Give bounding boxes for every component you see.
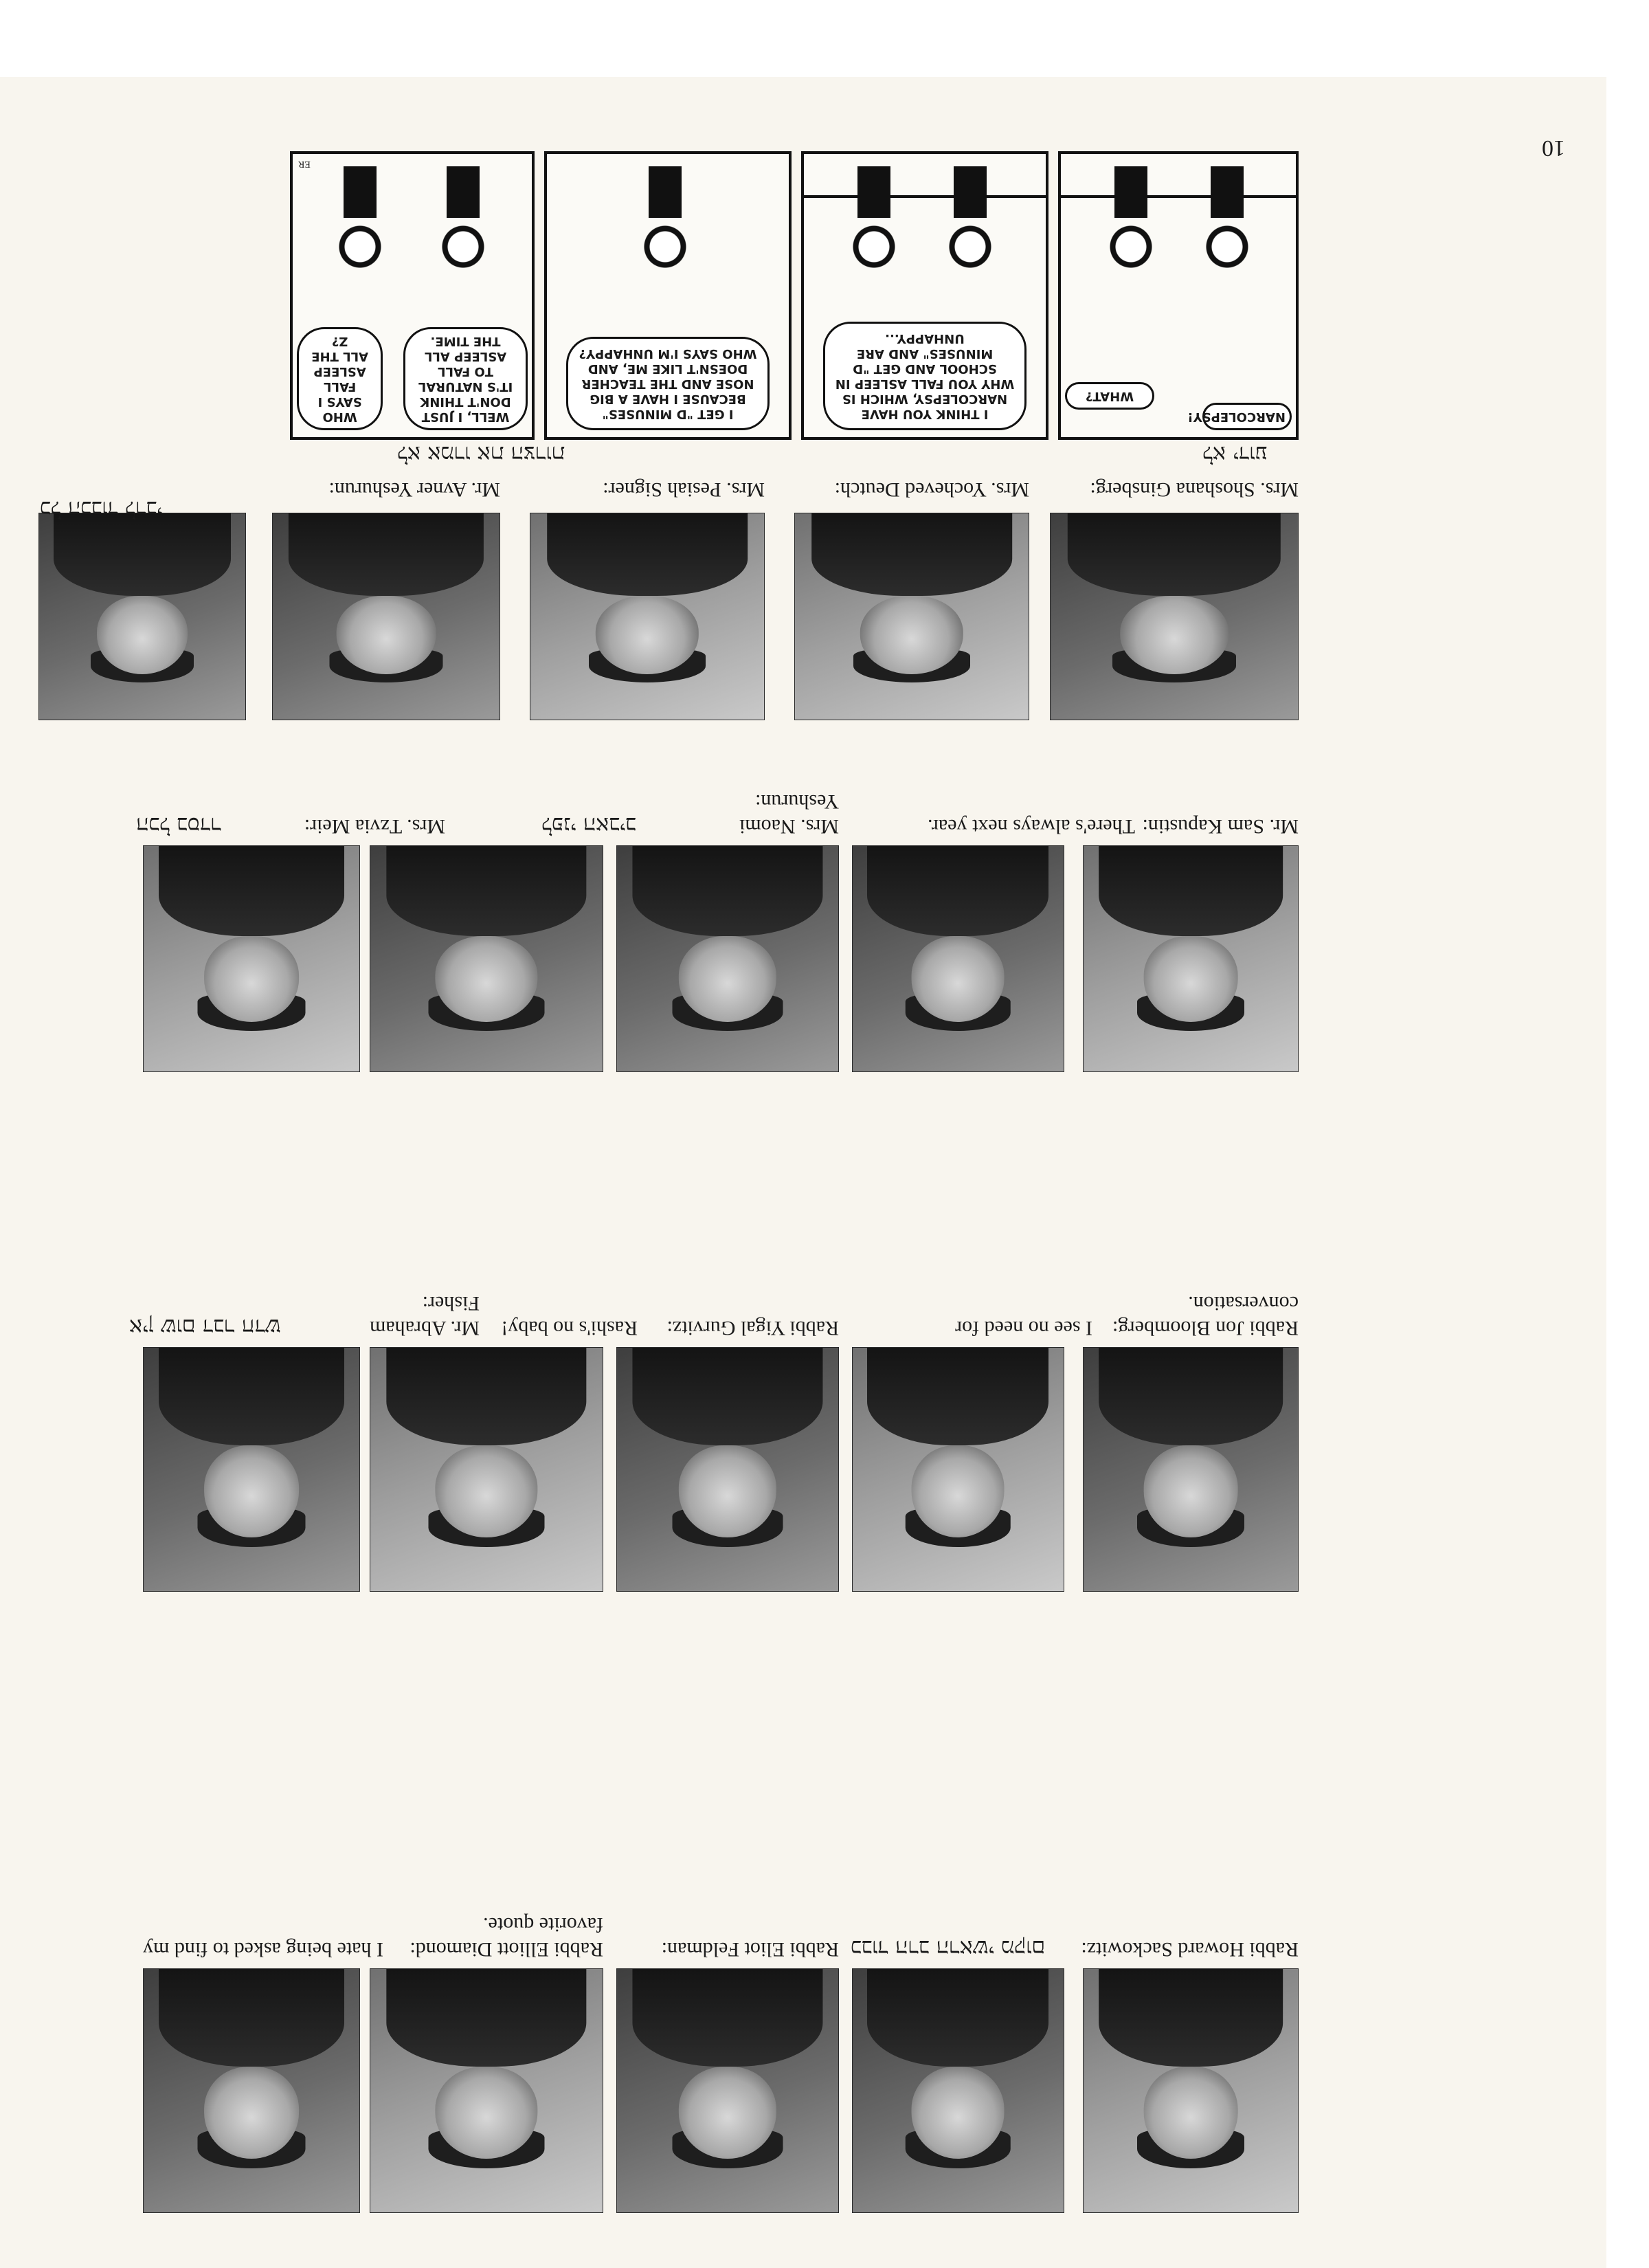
comic-strip: [290, 151, 1299, 440]
ground-line: [804, 195, 1046, 198]
faculty-hebrew-quote: לפני האביב: [541, 812, 636, 838]
faculty-name: Mrs. Yocheved Deutch:: [834, 478, 1029, 501]
speech-bubble: WELL, I JUST DON'T THINK IT'S NATURAL TO FALL ASLEEP ALL THE TIME.: [403, 327, 528, 430]
faculty-photo: [143, 845, 360, 1072]
comic-panel-3: [544, 151, 792, 440]
speech-bubble: I GET "D MINUSES" BECAUSE I HAVE A BIG NOSE AND THE TEACHER DOESN'T LIKE ME, AND WHO SAYS I'M UNHAPPY?: [566, 337, 770, 430]
speech-bubble: WHO SAYS I FALL ASLEEP ALL THE Z?: [297, 327, 383, 430]
comic-panel-4: [290, 151, 535, 440]
cartoon-figure: [1200, 166, 1255, 269]
paper-sheet: [0, 77, 1606, 2268]
faculty-photo: [1083, 1968, 1299, 2213]
faculty-hebrew-quote: כל הכבוד לרבי: [40, 496, 163, 522]
faculty-photo: [1083, 845, 1299, 1072]
cartoon-figure: [1103, 166, 1158, 269]
faculty-photo: [370, 1347, 603, 1592]
faculty-photo: [1050, 513, 1299, 720]
faculty-photo: [143, 1968, 360, 2213]
faculty-photo: [616, 1968, 839, 2213]
upside-down-content: [0, 77, 1606, 2268]
speech-bubble: WHAT?: [1065, 382, 1154, 410]
speech-bubble: NARCOLEPSY!: [1202, 403, 1292, 430]
faculty-photo: [852, 1968, 1064, 2213]
faculty-hebrew-quote: לא ידוע: [1202, 441, 1268, 467]
faculty-hebrew-quote: לא אמרו את הצרות: [397, 441, 565, 467]
cartoon-figure: [638, 166, 693, 269]
faculty-photo: [616, 845, 839, 1072]
cartoon-figure: [436, 166, 491, 269]
faculty-name: Mr. Sam Kapustin:: [1142, 815, 1299, 838]
faculty-photo: [852, 845, 1064, 1072]
ground-line: [1061, 195, 1296, 198]
cartoon-figure: [846, 166, 901, 269]
page-number: 10: [1542, 135, 1565, 161]
faculty-name: Mrs. Shoshana Ginsberg:: [1090, 478, 1299, 501]
faculty-name: Rabbi Yigal Gurvitz:: [666, 1317, 839, 1339]
faculty-photo: [852, 1347, 1064, 1592]
faculty-photo: [272, 513, 500, 720]
faculty-photo: [370, 1968, 603, 2213]
artist-signature: ER: [298, 159, 311, 169]
speech-bubble: I THINK YOU HAVE NARCOLEPSY, WHICH IS WHY YOU FALL ASLEEP IN SCHOOL AND GET "D MINUSES" AND ARE UNHAPPY...: [823, 322, 1027, 430]
faculty-name: Mrs. Pesiah Signer:: [603, 478, 765, 501]
faculty-name: Rabbi Howard Sackowitz:: [1081, 1938, 1299, 1961]
faculty-name: Mrs. Tzvia Meir:: [304, 815, 445, 838]
comic-panel-1: [1058, 151, 1299, 440]
faculty-photo: [794, 513, 1029, 720]
faculty-quote: I hate being asked to find my favorite quote.: [143, 1913, 603, 1961]
cartoon-figure: [333, 166, 388, 269]
faculty-hebrew-quote: הכל בסדר: [136, 812, 221, 838]
faculty-photo: [143, 1347, 360, 1592]
faculty-name: Mr. Abraham Fisher:: [370, 1292, 480, 1339]
faculty-photo: [1083, 1347, 1299, 1592]
faculty-photo: [38, 513, 246, 720]
faculty-photo: [616, 1347, 839, 1592]
faculty-photo: [530, 513, 765, 720]
faculty-name: Mrs. Naomi Yeshurun:: [739, 790, 839, 838]
faculty-name: Rabbi Elliott Diamond:: [410, 1938, 603, 1961]
faculty-name: Rabbi Jon Bloomberg:: [1112, 1317, 1299, 1339]
faculty-quote: There's always next year.: [928, 815, 1135, 838]
faculty-name: Mr. Avner Yeshurun:: [328, 478, 500, 501]
faculty-hebrew-quote: אין שום דבר חדש: [129, 1314, 281, 1340]
faculty-quote: I see no need for conversation.: [955, 1292, 1299, 1339]
faculty-quote: Rashi's no baby!: [501, 1317, 638, 1339]
faculty-name: Rabbi Eliot Feldman:: [661, 1938, 839, 1961]
comic-panel-2: [801, 151, 1048, 440]
faculty-photo: [370, 845, 603, 1072]
cartoon-figure: [943, 166, 998, 269]
faculty-hebrew-quote: כבוד הרב הראשי מקום: [851, 1935, 1046, 1961]
